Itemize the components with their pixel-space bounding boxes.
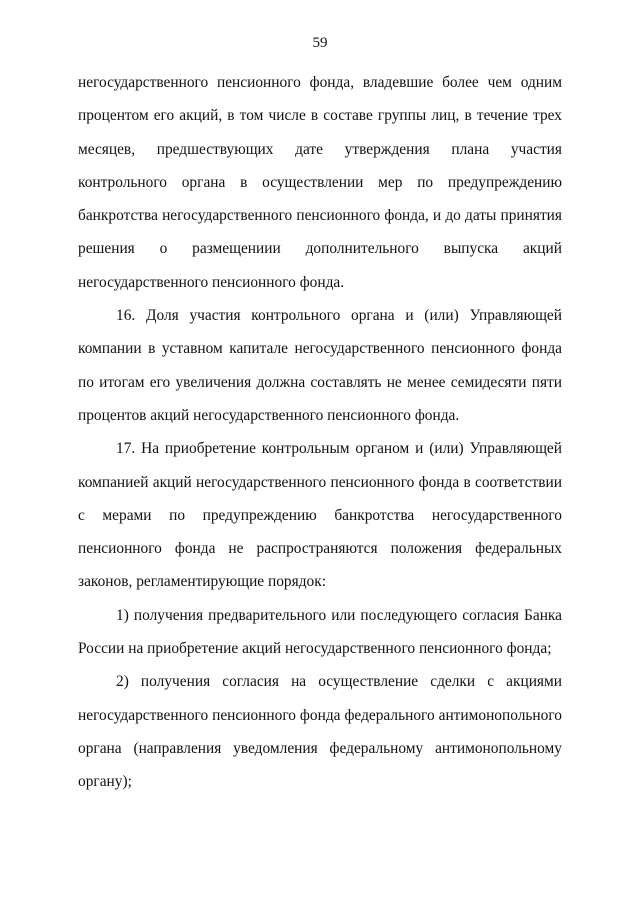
document-body	[78, 66, 562, 799]
page-number: 59	[312, 35, 328, 51]
paragraph-continuation: негосударственного пенсионного фонда, владевшие более чем одним процентом его акций, в том числе в составе группы лиц, в течение трех месяцев, предшествующих дате утверждения плана участия контрольного органа в осуществлении мер по предупреждению банкротства негосударственного пенсионного фонда, и до даты принятия решения о размещениии дополнительного выпуска акций негосударственного пенсионного фонда.	[78, 74, 562, 291]
paragraph-17-item-2: 2) получения согласия на осуществление сделки с акциями негосударственного пенсионного фонда федерального антимонопольного органа (направления уведомления федеральному антимонопольному органу);	[78, 673, 562, 791]
paragraph-17-item-1: 1) получения предварительного или последующего согласия Банка России на приобретение акций негосударственного пенсионного фонда;	[78, 606, 562, 658]
paragraph-17: 17. На приобретение контрольным органом и (или) Управляющей компанией акций негосударственного пенсионного фонда в соответствии с мерами по предупреждению банкротства негосударственного пенсионного фонда не распространяются положения федеральных законов, регламентирующие порядок:	[78, 440, 562, 591]
paragraph-16: 16. Доля участия контрольного органа и (или) Управляющей компании в уставном капитале негосударственного пенсионного фонда по итогам его увеличения должна составлять не менее семидесяти пяти процентов акций негосударственного пенсионного фонда.	[78, 307, 562, 424]
